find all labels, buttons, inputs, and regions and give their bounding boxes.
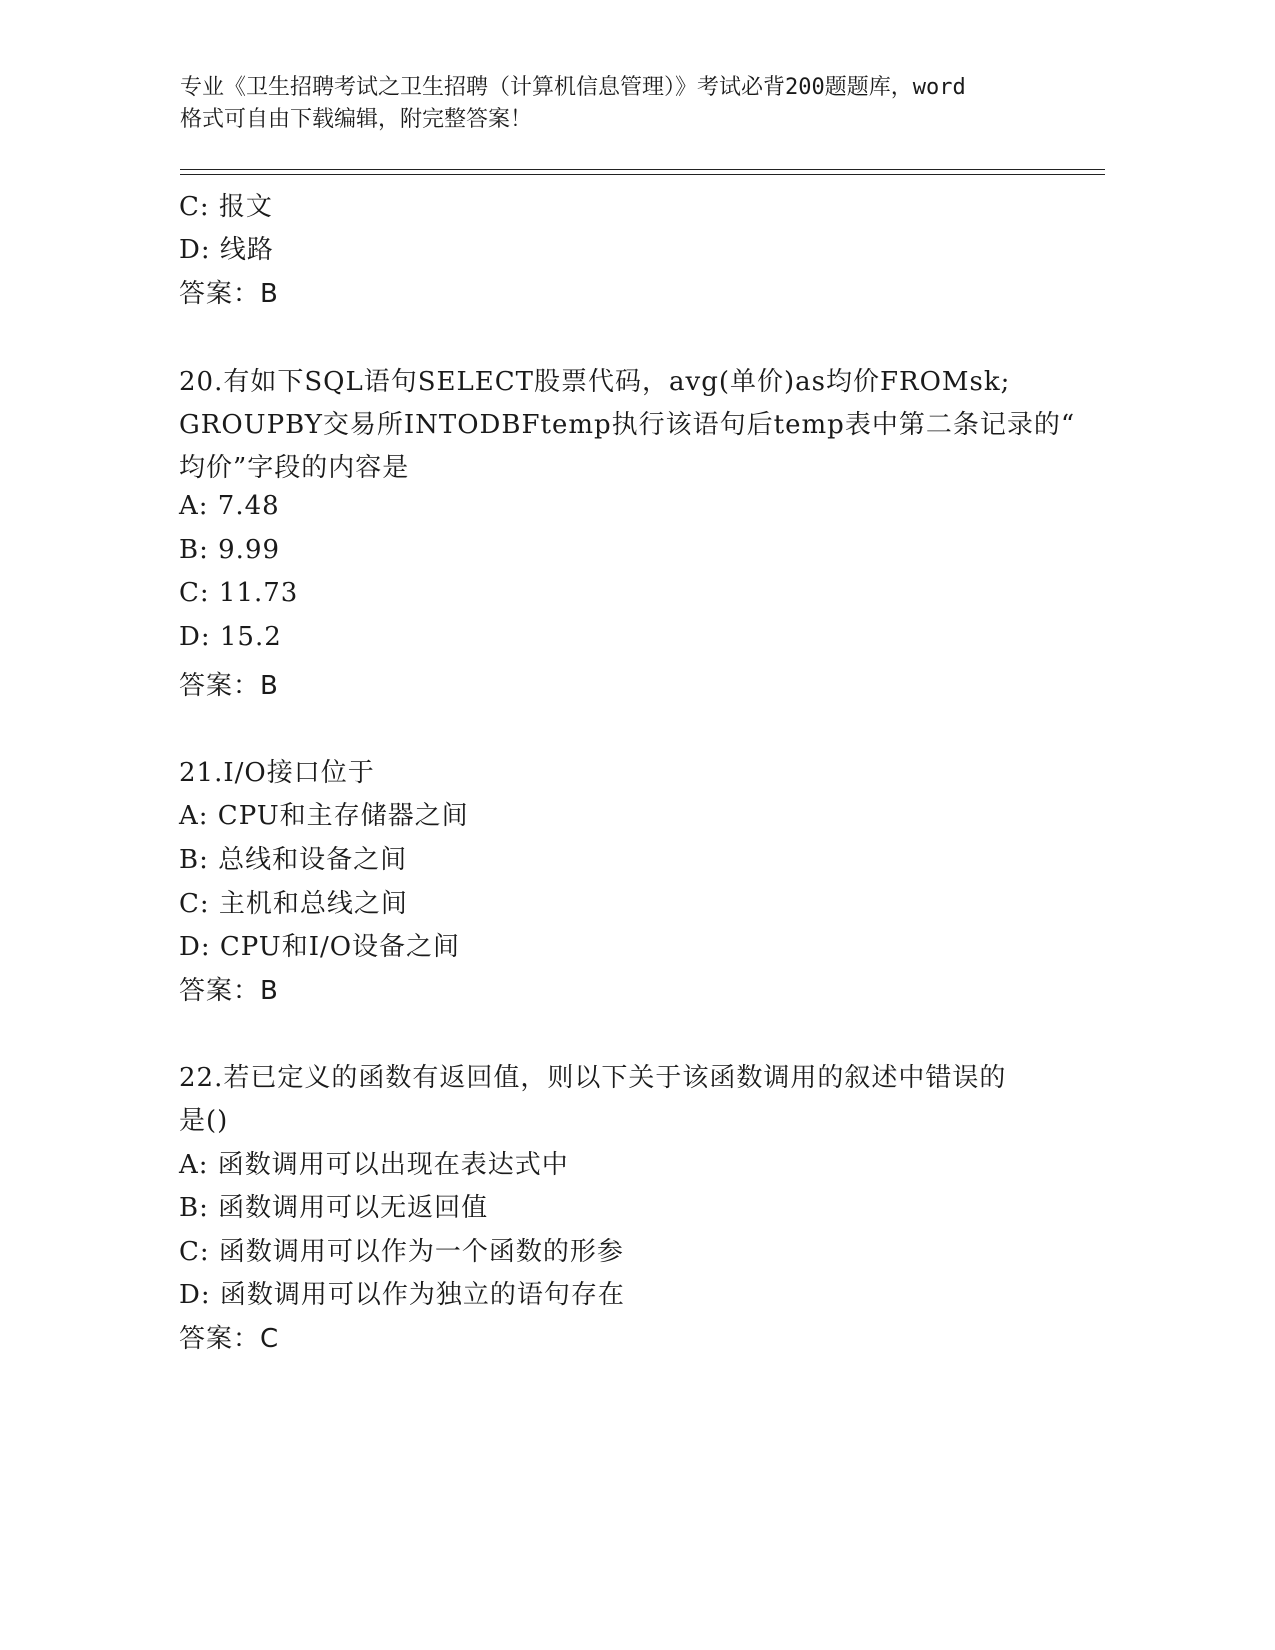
- q21-option-d: D: CPU和I/O设备之间: [179, 932, 461, 962]
- q21-answer: 答案：B: [179, 976, 279, 1006]
- header-divider-bottom: [180, 174, 1105, 175]
- q22-option-d: D: 函数调用可以作为独立的语句存在: [179, 1280, 625, 1310]
- q20-option-d: D: 15.2: [179, 622, 282, 652]
- prev-option-d: D: 线路: [179, 235, 274, 265]
- q22-stem-line-2: 是(): [179, 1106, 229, 1136]
- q21-stem: 21.I/O接口位于: [179, 758, 375, 788]
- q22-option-c: C: 函数调用可以作为一个函数的形参: [179, 1237, 624, 1267]
- q22-stem-line-1: 22.若已定义的函数有返回值，则以下关于该函数调用的叙述中错误的: [179, 1063, 1007, 1093]
- q21-option-a: A: CPU和主存储器之间: [179, 801, 469, 831]
- header-line-2: 格式可自由下载编辑，附完整答案！: [180, 107, 533, 132]
- header-line-1: 专业《卫生招聘考试之卫生招聘（计算机信息管理）》考试必背200题题库，word: [180, 75, 966, 100]
- q22-option-a: A: 函数调用可以出现在表达式中: [179, 1150, 569, 1180]
- header-divider-top: [180, 169, 1105, 170]
- document-header: [180, 72, 1080, 136]
- q20-stem-line-2: GROUPBY交易所INTODBFtemp执行该语句后temp表中第二条记录的“: [179, 410, 1076, 440]
- q21-option-b: B: 总线和设备之间: [179, 845, 408, 875]
- q20-stem-line-1: 20.有如下SQL语句SELECT股票代码，avg(单价)as均价FROMsk;: [179, 367, 1011, 397]
- q21-option-c: C: 主机和总线之间: [179, 889, 408, 919]
- q20-option-a: A: 7.48: [179, 491, 280, 521]
- q20-answer: 答案：B: [179, 671, 279, 701]
- q20-option-b: B: 9.99: [179, 535, 281, 565]
- q22-answer: 答案：C: [179, 1324, 280, 1354]
- q20-option-c: C: 11.73: [179, 578, 299, 608]
- prev-answer: 答案：B: [179, 279, 279, 309]
- q22-option-b: B: 函数调用可以无返回值: [179, 1193, 489, 1223]
- q20-stem-line-3: 均价”字段的内容是: [179, 453, 410, 483]
- prev-option-c: C: 报文: [179, 192, 273, 222]
